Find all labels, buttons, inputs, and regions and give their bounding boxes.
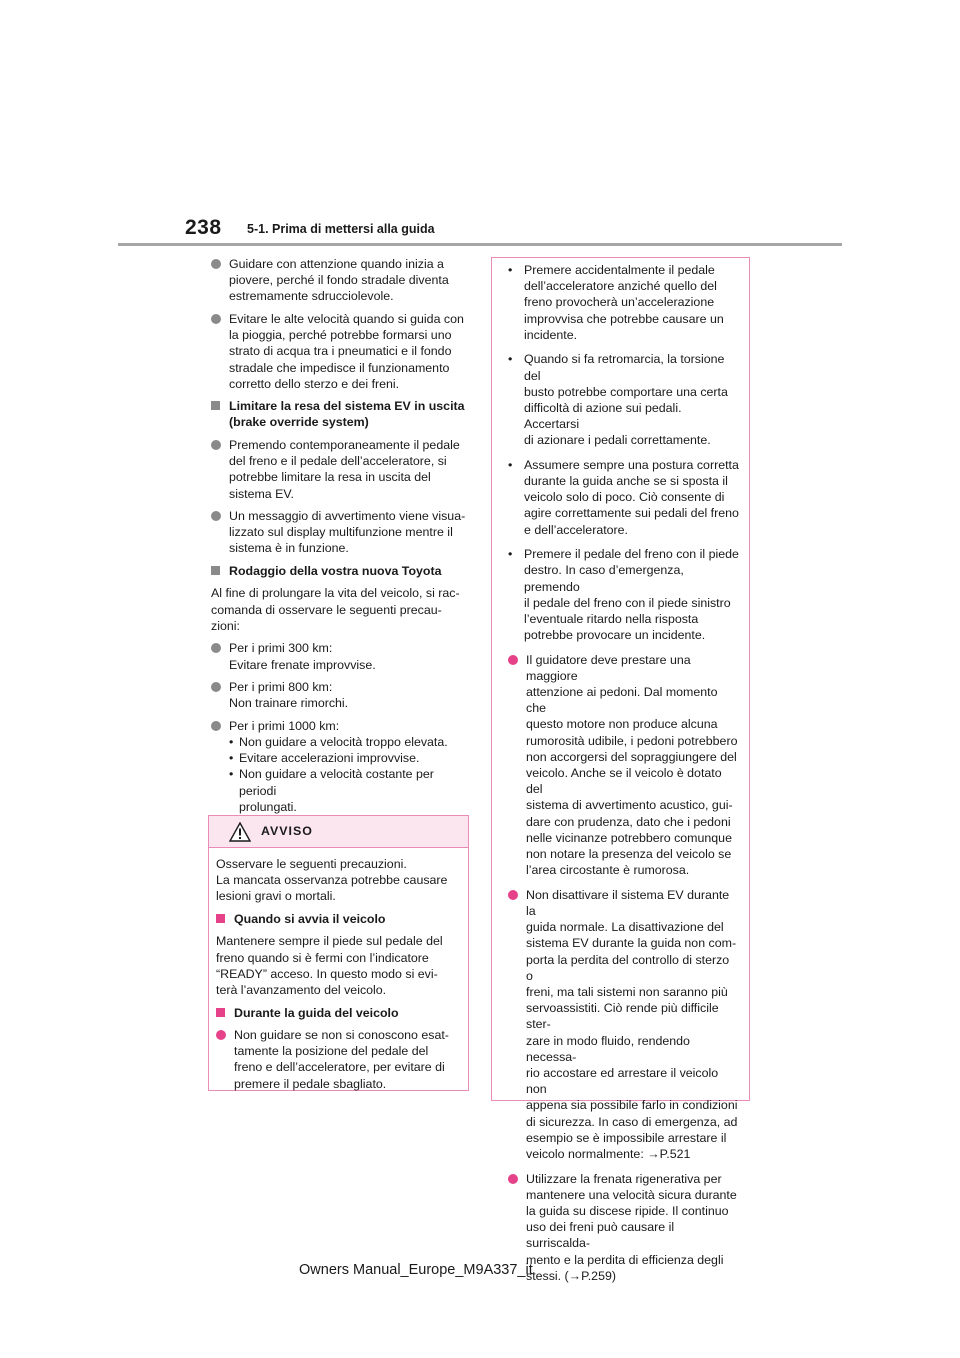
text-line: non notare la presenza del veicolo se (526, 847, 732, 862)
text-line: Non trainare rimorchi. (229, 696, 349, 711)
bullet-circle-icon (211, 643, 221, 653)
warning-continuation-box (491, 257, 750, 1283)
subsection-heading: Quando si avvia il veicolo (216, 911, 462, 927)
bullet-circle-icon (211, 259, 221, 269)
section-title: 5-1. Prima di mettersi alla guida (247, 222, 435, 236)
paragraph (216, 933, 462, 998)
text-line: l’area circostante è rumorosa. (526, 863, 690, 878)
left-column (211, 256, 473, 821)
list-item (211, 311, 473, 392)
text-line: l’eventuale ritardo nella risposta (524, 611, 699, 626)
text-line: di sicurezza. In caso di emergenza, ad (526, 1114, 738, 1129)
text-line: Al fine di prolungare la vita del veicolo, si rac- (211, 586, 460, 601)
text-line: nelle vicinanze potrebbero comunque (526, 830, 732, 845)
text-line: dell’acceleratore anziché quello del (524, 279, 717, 294)
text-line: attenzione ai pedoni. Dal momento che (526, 685, 718, 716)
bullet-dot-icon: • (229, 767, 234, 782)
text-line: appena sia possibile farlo in condizioni (526, 1098, 738, 1113)
footer-text: Owners Manual_Europe_M9A337_it (299, 1262, 533, 1278)
text-line: Evitare frenate improvvise. (229, 657, 376, 672)
text-line: rio accostare ed arrestare il veicolo non (526, 1066, 719, 1097)
list-item (508, 1171, 739, 1284)
bullet-circle-icon (211, 721, 221, 731)
text-line: la guida su discese ripide. Il continuo (526, 1203, 729, 1218)
text-line: veicolo normalmente: →P.521 (526, 1147, 691, 1162)
warning-triangle-icon (229, 822, 251, 842)
text-line: uso dei freni può causare il surriscalda- (526, 1220, 675, 1251)
text-line: agire correttamente sui pedali del freno (524, 506, 739, 521)
list-item (211, 508, 473, 557)
page-number: 238 (185, 216, 222, 239)
list-item (508, 262, 739, 343)
text-line: difficoltà di azione sui pedali. Accertarsi (524, 400, 682, 432)
paragraph (216, 856, 462, 905)
warning-header (209, 816, 468, 848)
text-line: freno quando si è fermi con l’indicatore (216, 950, 429, 965)
text-line: estremamente sdrucciolevole. (229, 289, 394, 304)
text-line: potrebbe provocare un incidente. (524, 628, 706, 643)
text-line: busto potrebbe comportare una certa (524, 384, 728, 399)
warning-title: AVVISO (261, 824, 313, 838)
text-line: Il guidatore deve prestare una maggiore (526, 652, 691, 683)
text-line: Non guidare se non si conoscono esat- (234, 1028, 449, 1043)
bullet-circle-icon (211, 682, 221, 692)
text-line: Per i primi 800 km: (229, 680, 333, 695)
text-line: Evitare le alte velocità quando si guida con (229, 311, 464, 326)
bullet-circle-icon (211, 314, 221, 324)
list-item (216, 1027, 462, 1092)
text-line: veicolo solo di poco. Ciò consente di (524, 490, 725, 505)
text-line: sistema è in funzione. (229, 541, 349, 556)
sub-list-item: • Non guidare a velocità troppo elevata. (229, 734, 448, 749)
bullet-circle-icon (211, 440, 221, 450)
text-line: mento e la perdita di efficienza degli (526, 1252, 724, 1267)
warning-body (209, 848, 468, 1092)
paragraph (211, 585, 473, 634)
list-item (211, 437, 473, 502)
text-line: Utilizzare la frenata rigenerativa per (526, 1171, 722, 1186)
text-line: Non disattivare il sistema EV durante la (526, 887, 730, 918)
bullet-circle-icon (216, 1030, 226, 1040)
text-line: non accorgersi del sopraggiungere del (526, 749, 737, 764)
list-item (508, 457, 739, 538)
text-line: freno provocherà un’accelerazione (524, 295, 715, 310)
list-item (508, 351, 739, 448)
list-item (211, 679, 473, 711)
sub-list-item: • Non guidare a velocità costante per periodi prolungati. (229, 767, 434, 814)
bullet-dot-icon: • (508, 352, 513, 367)
text-line: guida normale. La disattivazione del (526, 920, 724, 935)
text-line: sistema di avvertimento acustico, gui- (526, 798, 733, 813)
text-line: sistema EV durante la guida non com- (526, 936, 737, 951)
bullet-circle-icon (508, 655, 518, 665)
bullet-dot-icon: • (229, 751, 234, 766)
text-line: freno e dell’acceleratore, per evitare di (234, 1060, 445, 1075)
text-line: Premere accidentalmente il pedale (524, 263, 715, 277)
text-line: “READY” acceso. In questo modo si evi- (216, 966, 438, 981)
text-line: comanda di osservare le seguenti precau- (211, 602, 442, 617)
list-item: Per i primi 1000 km: • Non guidare a velocità troppo elevata. • Evitare accelerazioni improvvise. • Non guidare a velocità costante per periodi prolungati. (211, 718, 473, 815)
text-line: zioni: (211, 618, 240, 633)
bullet-circle-icon (508, 890, 518, 900)
text-line: e dell’acceleratore. (524, 522, 629, 537)
text-line: durante la guida anche se si sposta il (524, 474, 728, 489)
text-line: rumorosità udibile, i pedoni potrebbero (526, 733, 738, 748)
list-item (211, 256, 473, 305)
text-line: (brake override system) (229, 415, 369, 430)
text-line: veicolo. Anche se il veicolo è dotato del (526, 766, 722, 797)
bullet-square-icon (216, 1008, 225, 1017)
bullet-square-icon (211, 566, 220, 575)
text-line: mantenere una velocità sicura durante (526, 1187, 737, 1202)
header-divider (118, 243, 842, 246)
bullet-dot-icon: • (508, 457, 513, 472)
text-line: di azionare i pedali correttamente. (524, 433, 711, 448)
text-line: Osservare le seguenti precauzioni. (216, 857, 407, 871)
text-line: stessi. (→P.259) (526, 1268, 616, 1283)
text-line: Un messaggio di avvertimento viene visua- (229, 509, 466, 524)
text-line: Assumere sempre una postura corretta (524, 457, 739, 472)
text-line: Mantenere sempre il piede sul pedale del (216, 934, 443, 949)
text-line: strato di acqua tra i pneumatici e il fondo (229, 344, 452, 359)
text-line: piovere, perché il fondo stradale diventa (229, 273, 449, 288)
text-line: terà l’avanzamento del veicolo. (216, 983, 387, 998)
text-line: il pedale del freno con il piede sinistro (524, 595, 731, 610)
text-line: lizzato sul display multifunzione mentre il (229, 525, 453, 540)
text-line: destro. In caso d’emergenza, premendo (524, 563, 684, 594)
subsection-heading: Durante la guida del veicolo (216, 1005, 462, 1021)
bullet-circle-icon (508, 1174, 518, 1184)
text-line: Premere il pedale del freno con il piede (524, 547, 739, 562)
bullet-dot-icon: • (229, 734, 234, 749)
bullet-circle-icon (211, 511, 221, 521)
list-item (508, 546, 739, 643)
text-line: la pioggia, perché potrebbe formarsi uno (229, 328, 452, 343)
text-line: Quando si fa retromarcia, la torsione del (524, 352, 725, 383)
text-line: sistema EV. (229, 486, 294, 501)
text-line: improvvisa che potrebbe causare un (524, 311, 724, 326)
text-line: zare in modo fluido, rendendo necessa- (526, 1033, 690, 1064)
text-line: Guidare con attenzione quando inizia a (229, 257, 444, 271)
list-item (508, 652, 739, 879)
text-line: incidente. (524, 327, 578, 342)
text-line: porta la perdita del controllo di sterzo o (526, 952, 730, 983)
sub-list-item: • Evitare accelerazioni improvvise. (229, 751, 420, 766)
text-line: premere il pedale sbagliato. (234, 1076, 387, 1091)
bullet-square-icon (211, 401, 220, 410)
warning-box (208, 815, 469, 1091)
subsection-heading: Rodaggio della vostra nuova Toyota (211, 563, 473, 579)
list-item (508, 887, 739, 1162)
bullet-dot-icon: • (508, 547, 513, 562)
text-line: lesioni gravi o mortali. (216, 889, 336, 904)
text-line: dare con prudenza, dato che i pedoni (526, 814, 731, 829)
bullet-square-icon (216, 914, 225, 923)
text-line: questo motore non produce alcuna (526, 717, 718, 732)
list-item (211, 640, 473, 672)
text-line: Premendo contemporaneamente il pedale (229, 437, 460, 452)
text-line: corretto dello sterzo e dei freni. (229, 376, 400, 391)
text-line: potrebbe limitare la resa in uscita del (229, 470, 431, 485)
text-line: La mancata osservanza potrebbe causare (216, 873, 448, 888)
page-header (0, 0, 960, 250)
text-line: Per i primi 300 km: (229, 641, 333, 656)
text-line: freni, ma tali sistemi non saranno più (526, 985, 728, 1000)
text-line: stradale che impedisce il funzionamento (229, 360, 450, 375)
text-line: Limitare la resa del sistema EV in uscita (229, 399, 465, 414)
text-line: servoassistiti. Ciò rende più difficile ster- (526, 1001, 719, 1032)
text-line: esempio se è impossibile arrestare il (526, 1130, 727, 1145)
bullet-dot-icon: • (508, 263, 513, 277)
text-line: tamente la posizione del pedale del (234, 1044, 429, 1059)
text-line: del freno e il pedale dell’acceleratore, si (229, 454, 447, 469)
subsection-heading (211, 398, 473, 430)
